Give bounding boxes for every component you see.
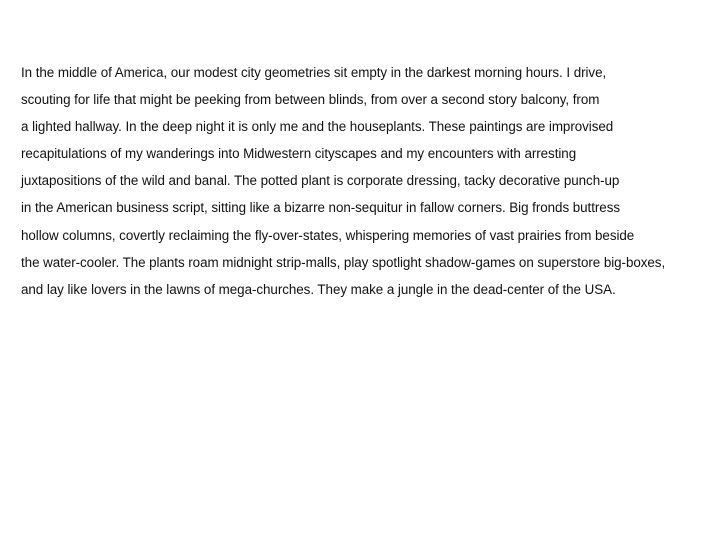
paragraph-line: recapitulations of my wanderings into Midwestern cityscapes and my encounters with arresting — [21, 146, 577, 162]
paragraph-line: in the American business script, sitting like a bizarre non-sequitur in fallow corners. Big fronds buttress — [21, 200, 620, 216]
paragraph-line: scouting for life that might be peeking from between blinds, from over a second story balcony, from — [21, 92, 600, 108]
paragraph-line: In the middle of America, our modest city geometries sit empty in the darkest morning hours. I drive, — [21, 65, 607, 80]
paragraph-line: hollow columns, covertly reclaiming the fly-over-states, whispering memories of vast prairies from beside — [21, 227, 635, 243]
paragraph-line: juxtapositions of the wild and banal. The potted plant is corporate dressing, tacky decorative punch-up — [21, 173, 620, 189]
paragraph-line: a lighted hallway. In the deep night it is only me and the houseplants. These paintings are improvised — [21, 119, 614, 135]
paragraph-line: and lay like lovers in the lawns of mega-churches. They make a jungle in the dead-center of the USA. — [21, 281, 616, 297]
paragraph-line: the water-cooler. The plants roam midnight strip-malls, play spotlight shadow-games on superstore big-boxes, — [21, 254, 666, 270]
artist-statement-paragraph — [21, 63, 709, 307]
